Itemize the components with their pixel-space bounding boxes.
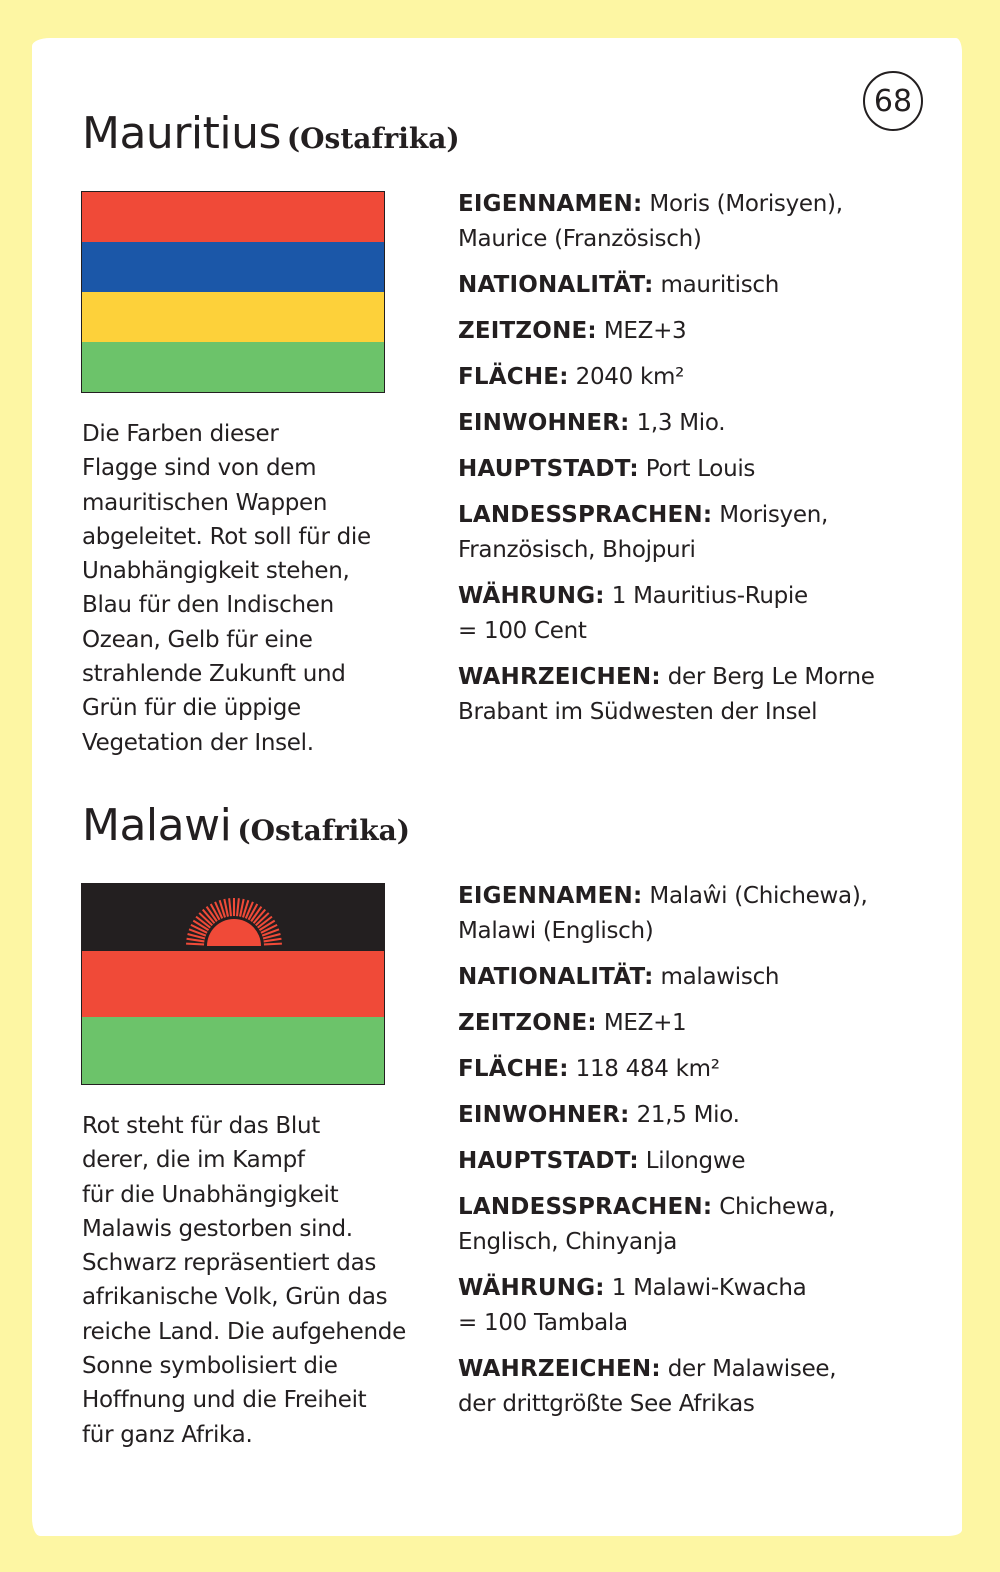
fact-wahrzeichen [458, 1352, 928, 1422]
fact-label: EINWOHNER: [458, 1102, 630, 1128]
fact-landessprachen [458, 1190, 928, 1260]
flag-mauritius [81, 191, 385, 393]
fact-label: NATIONALITÄT: [458, 272, 654, 298]
flag-description-mauritius: Die Farben dieser Flagge sind von dem mauritischen Wappen abgeleitet. Rot soll für die Unabhängigkeit stehen, Blau für den Indischen Ozean, Gelb für eine strahlende Zukunft und Grün für die üppige Vegetation der Insel. [82, 421, 371, 756]
fact-label: FLÄCHE: [458, 1056, 569, 1082]
fact-value: mauritisch [660, 272, 780, 298]
fact-label: HAUPTSTADT: [458, 1148, 639, 1174]
fact-value: 1 Malawi-Kwacha = 100 Tambala [458, 1275, 807, 1336]
fact-label: WAHRZEICHEN: [458, 1356, 661, 1382]
flag-stripe-red [82, 192, 384, 242]
facts-list-malawi [458, 879, 928, 1433]
fact-landessprachen [458, 498, 928, 568]
fact-label: FLÄCHE: [458, 364, 569, 390]
fact-value: 1 Mauritius-Rupie = 100 Cent [458, 583, 808, 644]
flag-malawi [81, 883, 385, 1085]
fact-label: ZEITZONE: [458, 318, 597, 344]
fact-value: MEZ+1 [603, 1010, 687, 1036]
facts-list-mauritius [458, 187, 928, 741]
fact-value: 21,5 Mio. [636, 1102, 740, 1128]
sun-ray [236, 898, 240, 916]
fact-label: EIGENNAMEN: [458, 191, 643, 217]
flag-stripe-blue [82, 242, 384, 292]
fact-nationalitaet [458, 960, 928, 995]
fact-label: EINWOHNER: [458, 410, 630, 436]
fact-value: Moris (Morisyen), Maurice (Französisch) [458, 191, 843, 252]
fact-label: WÄHRUNG: [458, 583, 605, 609]
country-region: (Ostafrika) [286, 122, 460, 155]
flag-stripe-green [82, 342, 384, 392]
fact-value: 1,3 Mio. [636, 410, 726, 436]
country-region: (Ostafrika) [237, 814, 411, 847]
fact-label: WAHRZEICHEN: [458, 664, 661, 690]
sun-ray [264, 943, 282, 946]
fact-waehrung [458, 1271, 928, 1341]
fact-hauptstadt [458, 1144, 928, 1179]
fact-value: Port Louis [645, 456, 756, 482]
country-name: Malawi [82, 800, 232, 851]
flag-stripe-red [82, 951, 384, 1018]
fact-label: HAUPTSTADT: [458, 456, 639, 482]
fact-label: ZEITZONE: [458, 1010, 597, 1036]
page-number: 68 [863, 71, 923, 131]
fact-wahrzeichen [458, 660, 928, 730]
country-title-mauritius [82, 108, 460, 165]
country-name: Mauritius [82, 108, 281, 159]
fact-value: MEZ+3 [603, 318, 687, 344]
fact-label: WÄHRUNG: [458, 1275, 605, 1301]
fact-value: Morisyen, Französisch, Bhojpuri [458, 502, 828, 563]
fact-value: Malaŵi (Chichewa), Malawi (Englisch) [458, 883, 868, 944]
fact-eigennamen [458, 879, 928, 949]
fact-einwohner [458, 1098, 928, 1133]
fact-label: LANDESSPRACHEN: [458, 502, 713, 528]
fact-waehrung [458, 579, 928, 649]
fact-hauptstadt [458, 452, 928, 487]
fact-label: EIGENNAMEN: [458, 883, 643, 909]
sun-ray [228, 898, 232, 916]
flag-stripe-black [82, 884, 384, 951]
sun-ray [233, 898, 235, 916]
fact-label: NATIONALITÄT: [458, 964, 654, 990]
fact-zeitzone [458, 1006, 928, 1041]
fact-value: Lilongwe [645, 1148, 746, 1174]
fact-flaeche [458, 1052, 928, 1087]
fact-zeitzone [458, 314, 928, 349]
fact-value: der Berg Le Morne Brabant im Südwesten der Insel [458, 664, 875, 725]
country-title-malawi [82, 800, 410, 857]
flag-description-malawi: Rot steht für das Blut derer, die im Kampf für die Unabhängigkeit Malawis gestorben sind. Schwarz repräsentiert das afrikanische Volk, Grün das reiche Land. Die aufgehende Sonne symbolisiert die Hoffnung und die Freiheit für ganz Afrika. [82, 1113, 406, 1448]
rising-sun-icon [82, 884, 385, 951]
sun-disc [207, 919, 261, 946]
sun-ray [186, 943, 204, 946]
fact-value: der Malawisee, der drittgrößte See Afrikas [458, 1356, 837, 1417]
fact-label: LANDESSPRACHEN: [458, 1194, 713, 1220]
fact-value: 118 484 km² [575, 1056, 720, 1082]
fact-nationalitaet [458, 268, 928, 303]
fact-flaeche [458, 360, 928, 395]
fact-einwohner [458, 406, 928, 441]
fact-eigennamen [458, 187, 928, 257]
flag-stripe-green [82, 1017, 384, 1084]
fact-value: 2040 km² [575, 364, 685, 390]
fact-value: Chichewa, Englisch, Chinyanja [458, 1194, 836, 1255]
fact-value: malawisch [660, 964, 780, 990]
flag-stripe-yellow [82, 292, 384, 342]
